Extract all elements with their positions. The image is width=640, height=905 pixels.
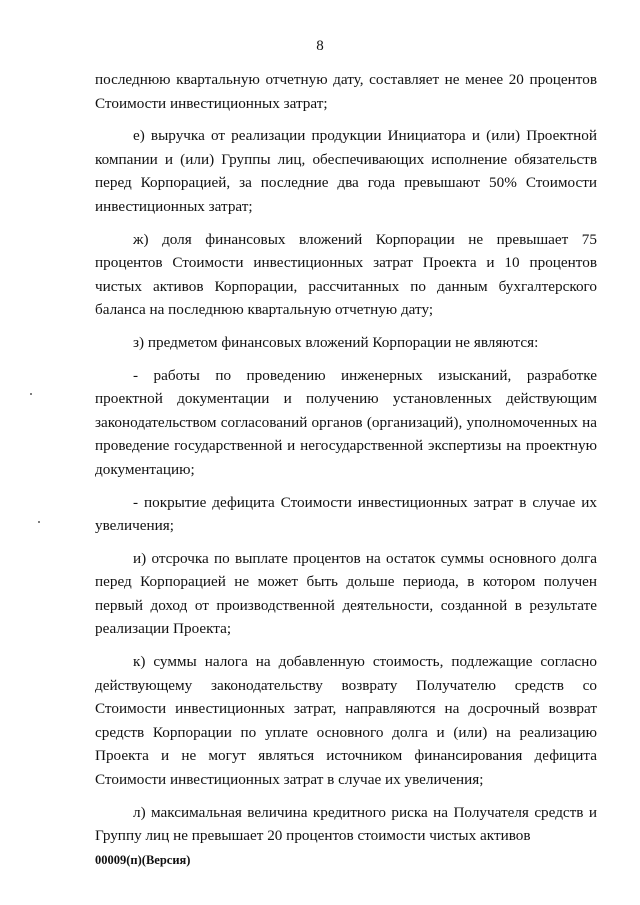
document-footer	[95, 853, 190, 868]
scan-speck	[38, 521, 40, 523]
document-body	[95, 68, 597, 857]
paragraph: к) суммы налога на добавленную стоимость, подлежащие согласно действующему законодательству возврату Получателю средств со Стоимости инвестиционных затрат, направляются на досрочный возврат средств Корпорации по уплате основного долга и (или) на реализацию Проекта и не могут являться источником финансирования дефицита Стоимости инвестиционных затрат в случае их увеличения;	[95, 653, 597, 789]
paragraph: з) предметом финансовых вложений Корпорации не являются:	[133, 333, 539, 351]
document-code: 00009(п)(	[95, 853, 146, 867]
paragraph: ж) доля финансовых вложений Корпорации не превышает 75 процентов Стоимости инвестиционных затрат Проекта и 10 процентов чистых активов Корпорации, рассчитанных по данным бухгалтерского баланса на последнюю квартальную отчетную дату;	[95, 230, 597, 319]
paragraph: - работы по проведению инженерных изысканий, разработке проектной документации и получению установленных действующим законодательством согласований органов (организаций), уполномоченных на проведение государственной и негосударственной экспертизы на проектную документацию;	[95, 366, 597, 478]
version-label: Версия)	[145, 853, 191, 867]
page-number: 8	[316, 38, 324, 54]
paragraph: е) выручка от реализации продукции Инициатора и (или) Проектной компании и (или) Группы лиц, обеспечивающих исполнение обязательств перед Корпорацией, за последние два года превышают 50% Стоимости инвестиционных затрат;	[95, 127, 597, 215]
paragraph: и) отсрочка по выплате процентов на остаток суммы основного долга перед Корпорацией не может быть дольше периода, в котором получен первый доход от производственной деятельности, созданной в результате реализации Проекта;	[95, 549, 597, 638]
scan-speck	[30, 393, 32, 395]
paragraph: последнюю квартальную отчетную дату, составляет не менее 20 процентов Стоимости инвестиционных затрат;	[95, 71, 597, 112]
paragraph: л) максимальная величина кредитного риска на Получателя средств и Группу лиц не превышает 20 процентов стоимости чистых активов	[95, 803, 597, 845]
paragraph: - покрытие дефицита Стоимости инвестиционных затрат в случае их увеличения;	[95, 493, 597, 535]
